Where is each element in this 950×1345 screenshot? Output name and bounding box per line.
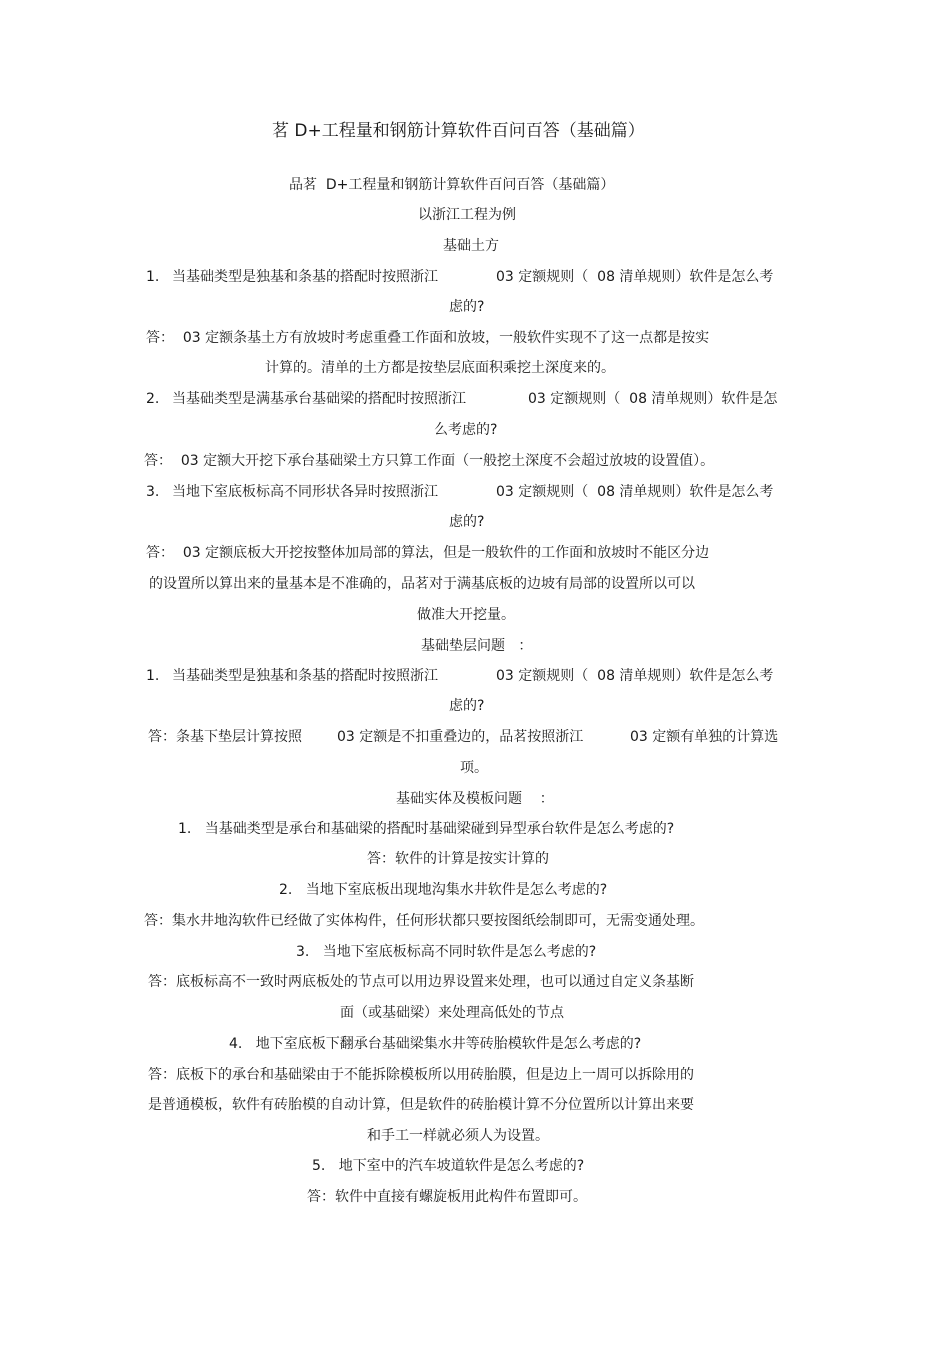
question-number: 2. bbox=[146, 391, 160, 407]
section-heading-cushion: 基础垫层问题 ： bbox=[421, 638, 533, 654]
question-text: 当基础类型是独基和条基的搭配时按照浙江 bbox=[172, 269, 438, 285]
question-text: 03 定额规则（ 08 清单规则）软件是怎么考 bbox=[496, 668, 774, 684]
question-text: 3. 当地下室底板标高不同时软件是怎么考虑的? bbox=[296, 944, 597, 960]
answer-text: 答： 03 定额底板大开挖按整体加局部的算法，但是一般软件的工作面和放坡时不能区分边 bbox=[146, 545, 710, 561]
answer-text: 做准大开挖量。 bbox=[417, 607, 515, 623]
document-title: 茗 D+工程量和钢筋计算软件百问百答（基础篇） bbox=[272, 121, 645, 141]
answer-text: 03 定额有单独的计算选 bbox=[630, 729, 779, 745]
question-text: 4. 地下室底板下翻承台基础梁集水井等砖胎模软件是怎么考虑的? bbox=[229, 1036, 642, 1052]
answer-text: 项。 bbox=[460, 760, 488, 776]
question-number: 1. bbox=[146, 269, 160, 285]
answer-text: 答：底板下的承台和基础梁由于不能拆除模板所以用砖胎膜，但是边上一周可以拆除用的 bbox=[148, 1067, 694, 1083]
question-text: 03 定额规则（ 08 清单规则）软件是怎么考 bbox=[496, 269, 774, 285]
question-text: 03 定额规则（ 08 清单规则）软件是怎么考 bbox=[496, 484, 774, 500]
section-heading-earthwork: 基础土方 bbox=[443, 238, 499, 254]
answer-text: 答：软件的计算是按实计算的 bbox=[367, 851, 549, 867]
answer-text: 答：底板标高不一致时两底板处的节点可以用边界设置来处理，也可以通过自定义条基断 bbox=[148, 974, 694, 990]
question-number: 1. bbox=[146, 668, 160, 684]
question-text: 5. 地下室中的汽车坡道软件是怎么考虑的? bbox=[312, 1158, 585, 1174]
answer-text: 答： 03 定额条基土方有放坡时考虑重叠工作面和放坡，一般软件实现不了这一点都是按实 bbox=[146, 330, 710, 346]
question-text: 么考虑的? bbox=[434, 422, 498, 438]
answer-text: 答：集水井地沟软件已经做了实体构件，任何形状都只要按图纸绘制即可，无需变通处理。 bbox=[144, 913, 704, 929]
answer-text: 是普通模板，软件有砖胎模的自动计算，但是软件的砖胎模计算不分位置所以计算出来要 bbox=[148, 1097, 694, 1113]
question-text: 1. 当基础类型是承台和基础梁的搭配时基础梁碰到异型承台软件是怎么考虑的? bbox=[178, 821, 675, 837]
question-text: 当基础类型是独基和条基的搭配时按照浙江 bbox=[172, 668, 438, 684]
answer-text: 面（或基础梁）来处理高低处的节点 bbox=[340, 1005, 564, 1021]
answer-text: 计算的。清单的土方都是按垫层底面积乘挖土深度来的。 bbox=[265, 360, 615, 376]
question-text: 当地下室底板标高不同形状各异时按照浙江 bbox=[172, 484, 438, 500]
answer-text: 答：软件中直接有螺旋板用此构件布置即可。 bbox=[307, 1189, 587, 1205]
answer-text: 的设置所以算出来的量基本是不准确的，品茗对于满基底板的边坡有局部的设置所以可以 bbox=[149, 576, 695, 592]
question-text: 虑的? bbox=[449, 698, 485, 714]
document-subtitle: 品茗 D+工程量和钢筋计算软件百问百答（基础篇） bbox=[289, 177, 615, 193]
question-text: 当基础类型是满基承台基础梁的搭配时按照浙江 bbox=[172, 391, 466, 407]
answer-text: 答：条基下垫层计算按照 bbox=[148, 729, 302, 745]
question-text: 虑的? bbox=[449, 514, 485, 530]
region-note: 以浙江工程为例 bbox=[418, 207, 516, 223]
question-text: 03 定额规则（ 08 清单规则）软件是怎 bbox=[528, 391, 778, 407]
answer-text: 和手工一样就必须人为设置。 bbox=[367, 1128, 549, 1144]
answer-text: 答： 03 定额大开挖下承台基础梁土方只算工作面（一般挖土深度不会超过放坡的设置值）。 bbox=[144, 453, 715, 469]
question-number: 3. bbox=[146, 484, 160, 500]
section-heading-solid: 基础实体及模板问题 ： bbox=[396, 791, 554, 807]
question-text: 2. 当地下室底板出现地沟集水井软件是怎么考虑的? bbox=[279, 882, 608, 898]
answer-text: 03 定额是不扣重叠边的，品茗按照浙江 bbox=[337, 729, 584, 745]
question-text: 虑的? bbox=[449, 299, 485, 315]
